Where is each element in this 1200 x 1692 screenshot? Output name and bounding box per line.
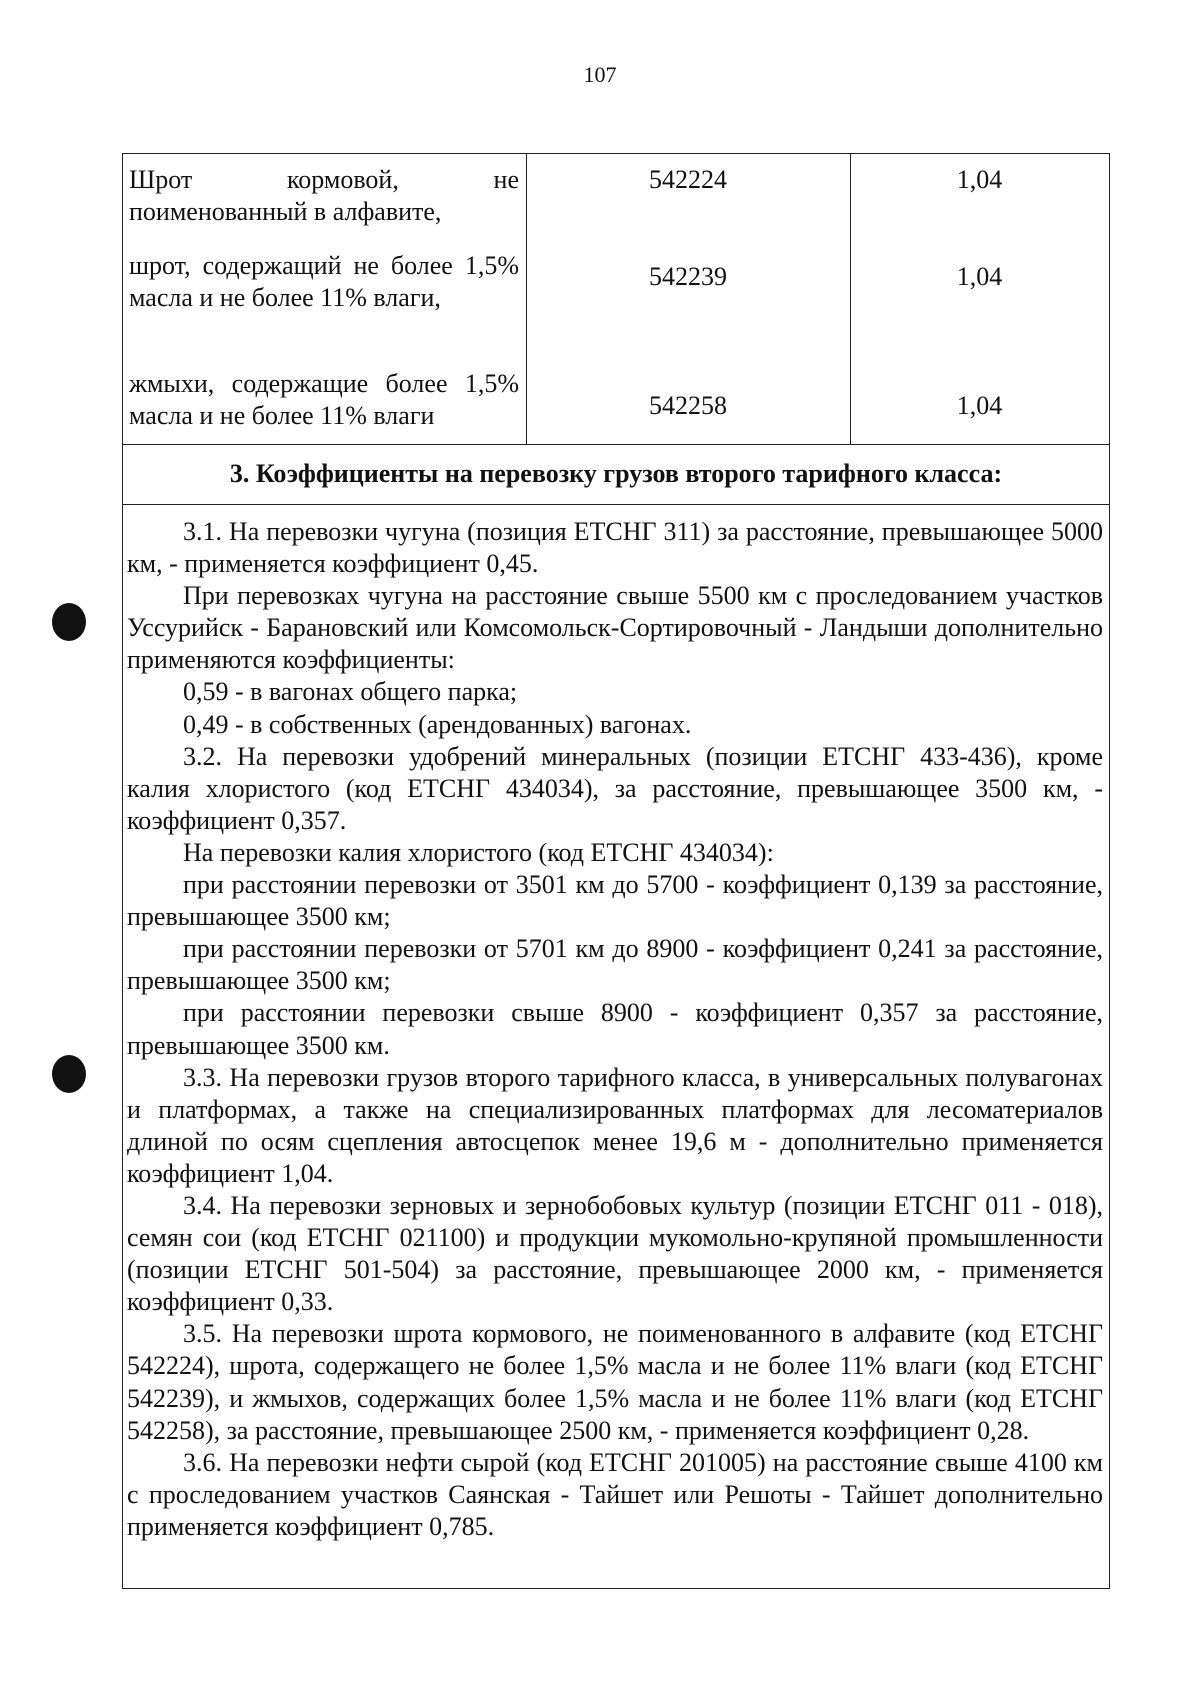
etsng-code-cell: 542258 xyxy=(649,391,727,420)
paragraph: 3.2. На перевозки удобрений минеральных (позиции ЕТСНГ 433-436), кроме калия хлористого (код ЕТСНГ 434034), за расстояние, превышающее 3500 км, - коэффициент 0,357. xyxy=(127,741,1103,835)
page-number: 107 xyxy=(583,62,617,87)
paragraph: 0,59 - в вагонах общего парка; xyxy=(183,677,518,707)
etsng-code-cell: 542239 xyxy=(649,262,727,291)
section-body xyxy=(127,516,1103,1543)
coefficient-cell: 1,04 xyxy=(956,262,1003,291)
paragraph: 3.4. На перевозки зерновых и зернобобовых культур (позиции ЕТСНГ 011 - 018), семян сои (код ЕТСНГ 021100) и продукции мукомольно-крупяной промышленности (позиции ЕТСНГ 501-504) за расстояние, превышающее 2000 км, - применяется коэффициент 0,33. xyxy=(127,1190,1103,1317)
paragraph: При перевозках чугуна на расстояние свыше 5500 км с проследованием участков Уссурийск - Барановский или Комсомольск-Сортировочный - Ландыши дополнительно применяются коэффициенты: xyxy=(127,581,1103,675)
paragraph: 3.6. На перевозки нефти сырой (код ЕТСНГ 201005) на расстояние свыше 4100 км с проследованием участков Саянская - Тайшет или Решоты - Тайшет дополнительно применяется коэффициент 0,785. xyxy=(127,1447,1103,1541)
section-header xyxy=(123,445,1109,505)
cargo-name-cell: Шрот кормовой, не поименованный в алфавите, xyxy=(129,165,519,226)
punch-hole xyxy=(52,1055,86,1093)
coefficient-cell: 1,04 xyxy=(956,391,1003,420)
punch-hole xyxy=(52,603,86,641)
cargo-table xyxy=(123,154,1109,445)
paragraph: 0,49 - в собственных (арендованных) вагонах. xyxy=(183,709,692,739)
etsng-code-cell: 542224 xyxy=(649,165,727,194)
section-title: 3. Коэффициенты на перевозку грузов второго тарифного класса: xyxy=(229,459,1003,488)
cargo-name-cell: жмыхи, содержащие более 1,5% масла и не более 11% влаги xyxy=(129,369,519,430)
paragraph: при расстоянии перевозки от 5701 км до 8900 - коэффициент 0,241 за расстояние, превышающее 3500 км; xyxy=(127,934,1103,996)
paragraph: 3.5. На перевозки шрота кормового, не поименованного в алфавите (код ЕТСНГ 542224), шрота, содержащего не более 1,5% масла и не более 11% влаги (код ЕТСНГ 542239), и жмыхов, содержащих более 1,5% масла и не более 11% влаги (код ЕТСНГ 542258), за расстояние, превышающее 2500 км, - применяется коэффициент 0,28. xyxy=(127,1319,1103,1445)
paragraph: при расстоянии перевозки свыше 8900 - коэффициент 0,357 за расстояние, превышающее 3500 км. xyxy=(127,998,1103,1060)
cargo-name-cell: шрот, содержащий не более 1,5% масла и не более 11% влаги, xyxy=(129,251,519,312)
paragraph: 3.1. На перевозки чугуна (позиция ЕТСНГ 311) за расстояние, превышающее 5000 км, - применяется коэффициент 0,45. xyxy=(127,517,1103,579)
coefficient-cell: 1,04 xyxy=(956,165,1003,194)
document-frame xyxy=(122,153,1110,1589)
paragraph: 3.3. На перевозки грузов второго тарифного класса, в универсальных полувагонах и платформах, а также на специализированных платформах для лесоматериалов длиной по осям сцепления автосцепок менее 19,6 м - дополнительно применяется коэффициент 1,04. xyxy=(127,1062,1103,1188)
paragraph: На перевозки калия хлористого (код ЕТСНГ 434034): xyxy=(183,837,774,867)
paragraph: при расстоянии перевозки от 3501 км до 5700 - коэффициент 0,139 за расстояние, превышающее 3500 км; xyxy=(127,870,1103,932)
